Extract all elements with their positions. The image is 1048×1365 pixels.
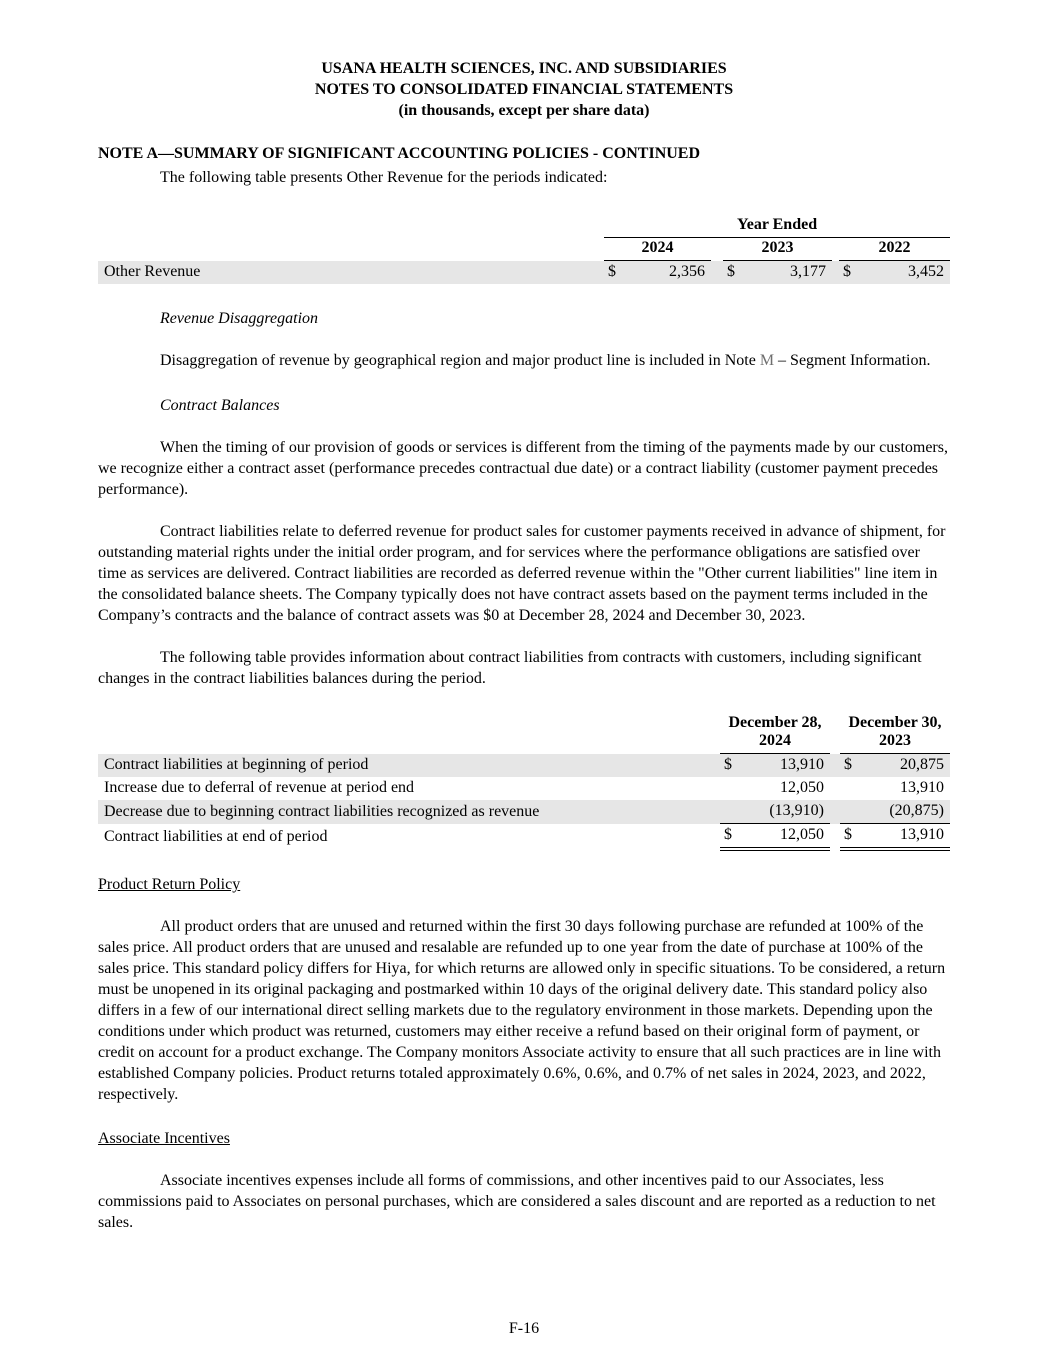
row-label: Contract liabilities at end of period — [104, 828, 328, 845]
statements-title: NOTES TO CONSOLIDATED FINANCIAL STATEMENTS — [314, 81, 734, 98]
amount-cell: 3,452 — [861, 261, 950, 285]
currency-symbol: $ — [723, 261, 745, 285]
revenue-disaggregation-paragraph — [98, 350, 950, 371]
table-row-other-revenue — [98, 261, 950, 285]
amount-cell: 12,050 — [742, 824, 830, 850]
currency-symbol: $ — [720, 754, 742, 778]
amount-cell: 13,910 — [862, 824, 950, 850]
currency-symbol — [720, 777, 742, 800]
contract-balances-paragraph-1: When the timing of our provision of goods or services is different from the timing of the payments made by our customers, we recognize either a contract asset (performance precedes contractual due date) or a contract liability (customer payment precedes performance). — [98, 439, 948, 498]
associate-incentives-heading: Associate Incentives — [98, 1130, 230, 1147]
document-header — [98, 58, 950, 121]
column-header-dec-28-2024: December 28, 2024 — [720, 713, 830, 754]
table-row-years — [98, 238, 950, 261]
row-label: Decrease due to beginning contract liabilities recognized as revenue — [98, 800, 720, 824]
intro-text: The following table presents Other Revenue for the periods indicated: — [160, 169, 608, 186]
year-column-2024: 2024 — [604, 238, 711, 261]
currency-symbol: $ — [839, 261, 861, 285]
table-row-group-header — [98, 214, 950, 238]
paragraph-text: – Segment Information. — [774, 352, 931, 369]
product-return-policy-paragraph: All product orders that are unused and returned within the first 30 days following purchase are refunded at 100% of the sales price. All product orders that are unused and resalable are refunded up to one year from the date of purchase at 100% of the sales price. This standard policy differs for Hiya, for which returns are allowed only in specific situations. To be considered, a return must be unopened in its original packaging and postmarked within 10 days of the original delivery date. This standard policy also differs in a few of our international direct selling markets due to the regulatory environment in those markets. Depending upon the conditions under which product was returned, customers may either receive a refund based on their original form of payment, or credit on account for a product exchange. The Company monitors Associate activity to ensure that all such practices are in line with established Company policies. Product returns totaled approximately 0.6%, 0.6%, and 0.7% of net sales in 2024, 2023, and 2022, respectively. — [98, 918, 946, 1103]
column-header-dec-30-2023: December 30, 2023 — [840, 713, 950, 754]
currency-symbol: $ — [604, 261, 626, 285]
associate-incentives-paragraph: Associate incentives expenses include all forms of commissions, and other incentives paid to our Associates, less commissions paid to Associates on personal purchases, which are considered a sales discount and are reported as a reduction to net sales. — [98, 1172, 936, 1231]
company-name: USANA HEALTH SCIENCES, INC. AND SUBSIDIARIES — [321, 60, 727, 77]
page-number: F-16 — [508, 1320, 540, 1337]
currency-symbol — [840, 777, 862, 800]
currency-symbol — [840, 800, 862, 824]
amount-cell: 12,050 — [780, 779, 824, 796]
amount-cell: 2,356 — [626, 261, 711, 285]
note-a-heading: NOTE A—SUMMARY OF SIGNIFICANT ACCOUNTING POLICIES - CONTINUED — [98, 145, 701, 162]
contract-balances-paragraph-2: Contract liabilities relate to deferred revenue for product sales for customer payments received in advance of shipment, for outstanding material rights under the initial order program, and for services where the performance obligations are satisfied over time as services are delivered. Contract liabilities are recorded as deferred revenue within the "Other current liabilities" line item in the consolidated balance sheets. The Company typically does not have contract assets based on the payment terms included in the Company’s contracts and the balance of contract assets was $0 at December 28, 2024 and December 30, 2023. — [98, 523, 946, 624]
currency-symbol: $ — [720, 824, 742, 850]
paragraph-text: Disaggregation of revenue by geographical region and major product line is included in Note — [160, 352, 760, 369]
amount-cell: 3,177 — [745, 261, 832, 285]
amount-cell: (13,910) — [742, 800, 830, 824]
currency-symbol — [720, 800, 742, 824]
contract-balances-paragraph-3: The following table provides information about contract liabilities from contracts with customers, including significant changes in the contract liabilities balances during the period. — [98, 649, 922, 687]
currency-symbol: $ — [840, 824, 862, 850]
other-revenue-table — [98, 214, 950, 284]
table-row-end-of-period — [98, 824, 950, 850]
amount-cell: 13,910 — [900, 779, 944, 796]
product-return-policy-heading: Product Return Policy — [98, 876, 241, 893]
year-column-2023: 2023 — [723, 238, 832, 261]
contract-liabilities-table — [98, 713, 950, 851]
table-row-increase-deferral — [98, 777, 950, 800]
year-ended-header: Year Ended — [604, 214, 950, 238]
contract-balances-heading: Contract Balances — [160, 397, 280, 414]
currency-symbol: $ — [840, 754, 862, 778]
units-note: (in thousands, except per share data) — [398, 102, 650, 119]
year-column-2022: 2022 — [839, 238, 950, 261]
amount-cell: (20,875) — [862, 800, 950, 824]
table-row-decrease-recognized — [98, 800, 950, 824]
row-label: Increase due to deferral of revenue at period end — [104, 779, 415, 796]
table-row-beginning-of-period — [98, 754, 950, 778]
amount-cell: 13,910 — [742, 754, 830, 778]
row-label: Contract liabilities at beginning of period — [98, 754, 720, 778]
revenue-disaggregation-heading: Revenue Disaggregation — [160, 310, 319, 327]
note-m-reference: M — [759, 352, 775, 369]
row-label: Other Revenue — [98, 261, 604, 285]
amount-cell: 20,875 — [862, 754, 950, 778]
table-row-column-headers — [98, 713, 950, 754]
